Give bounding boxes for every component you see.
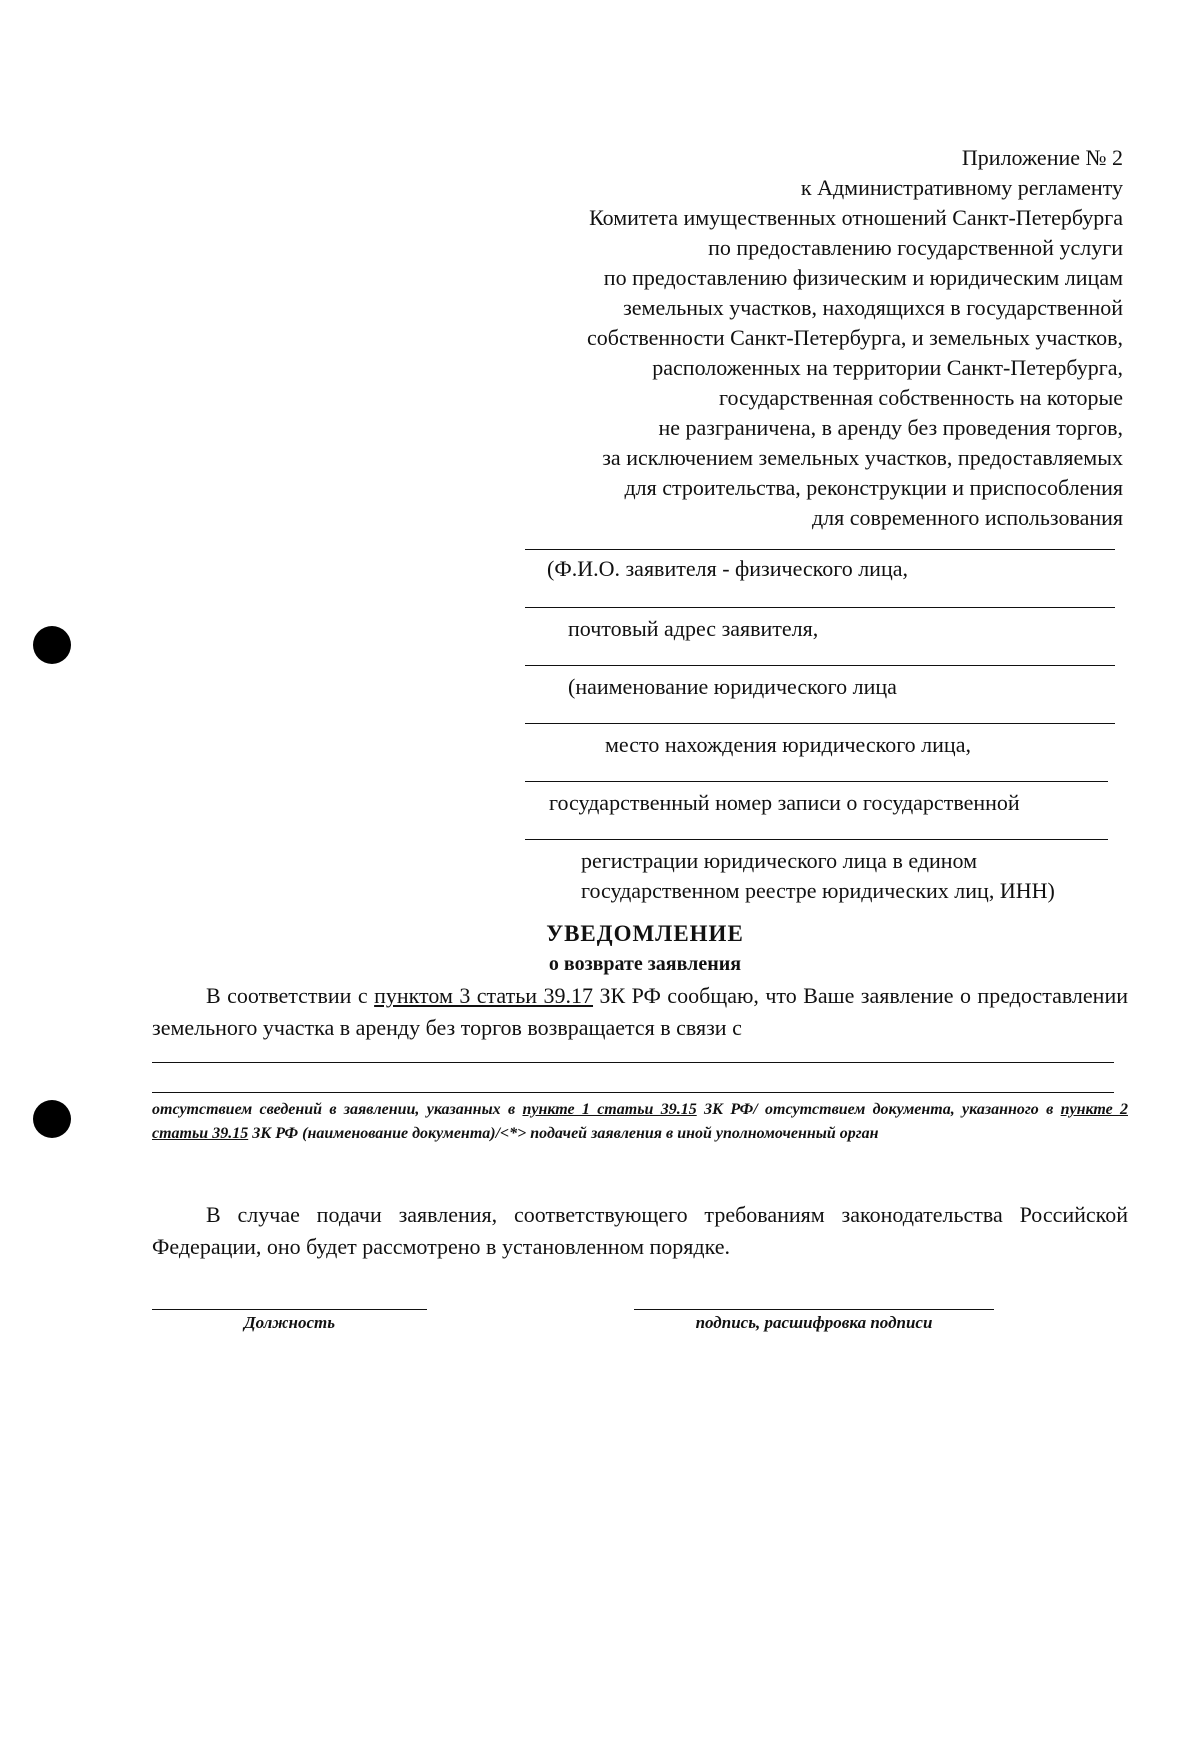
state-reg-field[interactable] [525,781,1108,818]
state-reg-label-2: регистрации юридического лица в едином [581,848,978,873]
fio-label: (Ф.И.О. заявителя - физического лица, [547,556,908,581]
header-line: по предоставлению государственной услуги [708,235,1123,260]
notice-paragraph [152,980,1128,1044]
signature-label: подпись, расшифровка подписи [695,1313,933,1332]
punch-hole-top [33,626,71,664]
position-signature-line[interactable] [152,1309,427,1310]
header-line: государственная собственность на которые [719,385,1123,410]
header-line: расположенных на территории Санкт-Петербурга, [652,355,1123,380]
reason-text-3: ЗК РФ (наименование документа)/<*> подачей заявления в иной уполномоченный орган [248,1125,879,1142]
org-name-label: (наименование юридического лица [568,674,897,699]
header-line: земельных участков, находящихся в государственной [623,295,1123,320]
org-name-field[interactable] [525,665,1115,702]
header-line: по предоставлению физическим и юридическим лицам [603,265,1123,290]
reason-text-2: ЗК РФ/ отсутствием документа, указанного в [696,1101,1061,1118]
appendix-header [463,143,1123,533]
reason-blank-line-1[interactable] [152,1062,1114,1063]
header-line: Приложение № 2 [961,145,1123,170]
header-line: за исключением земельных участков, предоставляемых [602,445,1123,470]
state-reg-label-1: государственный номер записи о государственной [549,790,1020,815]
return-reasons [152,1098,1128,1146]
header-line: для строительства, реконструкции и приспособления [624,475,1123,500]
header-line: не разграничена, в аренду без проведения торгов, [658,415,1123,440]
closing-paragraph [152,1199,1128,1263]
signature-line[interactable] [634,1309,994,1310]
law-link-39-15-p2[interactable]: пункте 2 статьи 39.15 [152,1101,1128,1142]
law-link-39-15-p1[interactable]: пункте 1 статьи 39.15 [522,1101,697,1118]
paragraph-rest: ЗК РФ сообщаю, что Ваше заявление о предоставлении земельного участка в аренду без торгов возвращается в связи с [152,983,1128,1040]
org-location-label: место нахождения юридического лица, [605,732,971,757]
punch-hole-bottom [33,1100,71,1138]
position-label: Должность [243,1313,336,1332]
header-line: для современного использования [811,505,1123,530]
paragraph-lead: В соответствии с [206,983,375,1008]
header-line: Комитета имущественных отношений Санкт-Петербурга [589,205,1123,230]
header-line: к Административному регламенту [800,175,1123,200]
postal-address-field[interactable] [525,607,1115,644]
org-location-field[interactable] [525,723,1115,760]
notice-subtitle: о возврате заявления [548,953,742,975]
state-reg-field-2[interactable] [525,839,1108,906]
notice-title: УВЕДОМЛЕНИЕ [546,921,744,946]
header-line: собственности Санкт-Петербурга, и земельных участков, [587,325,1123,350]
fio-field[interactable] [525,549,1115,584]
law-link-39-17[interactable]: пунктом 3 статьи 39.17 [374,983,594,1008]
reason-blank-line-2[interactable] [152,1092,1114,1093]
postal-address-label: почтовый адрес заявителя, [568,616,819,641]
state-reg-label-3: государственном реестре юридических лиц, ИНН) [581,878,1055,903]
reason-text-1: отсутствием сведений в заявлении, указанных в [152,1101,523,1118]
closing-text: В случае подачи заявления, соответствующего требованиям законодательства Российской Федерации, оно будет рассмотрено в установленном порядке. [152,1202,1128,1259]
